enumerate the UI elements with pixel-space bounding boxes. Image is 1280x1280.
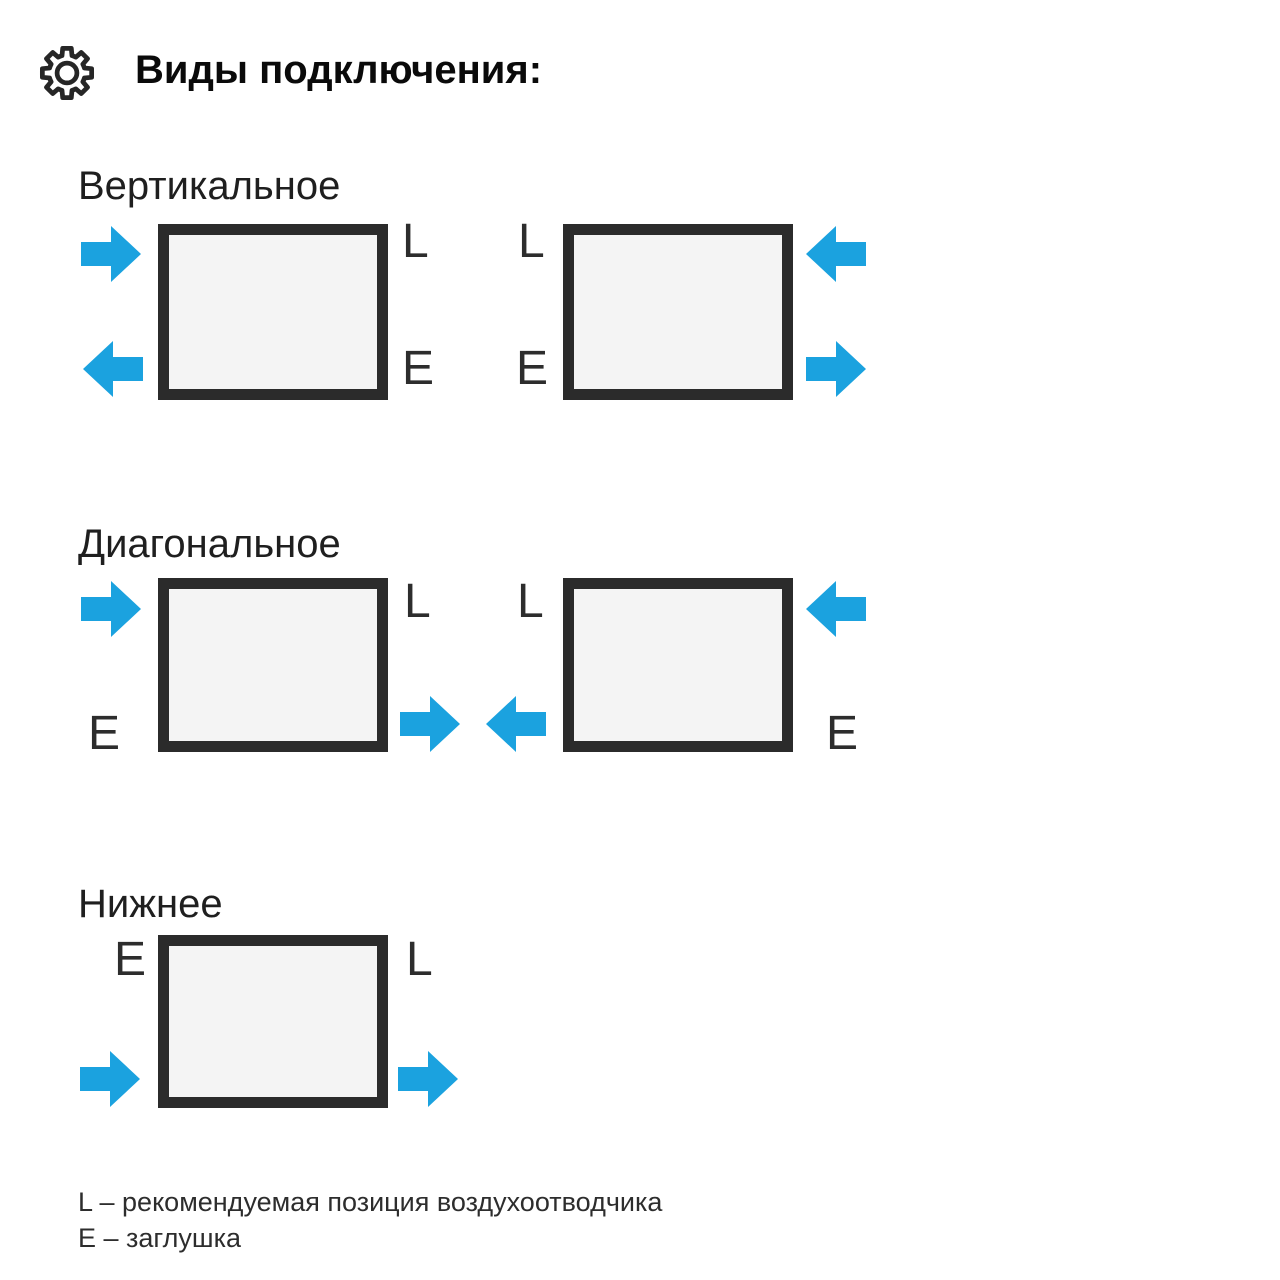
port-label-plug: E — [826, 707, 859, 760]
arrow-left-icon — [83, 341, 143, 397]
arrow-right-icon — [80, 1051, 140, 1107]
legend-air-vent: L – рекомендуемая позиция воздухоотводчика — [78, 1187, 663, 1217]
arrow-right-icon — [398, 1051, 458, 1107]
port-label-air-vent: L — [406, 933, 433, 986]
arrow-right-icon — [81, 226, 141, 282]
port-label-air-vent: L — [404, 575, 431, 628]
radiator-body — [563, 578, 793, 752]
radiator-body — [158, 935, 388, 1108]
section-heading-bottom: Нижнее — [78, 882, 223, 926]
port-label-plug: E — [516, 342, 549, 395]
legend-plug: E – заглушка — [78, 1223, 242, 1253]
arrow-right-icon — [806, 341, 866, 397]
port-label-air-vent: L — [402, 215, 429, 268]
port-label-air-vent: L — [518, 215, 545, 268]
page-title: Виды подключения: — [135, 48, 543, 92]
arrow-left-icon — [486, 696, 546, 752]
arrow-left-icon — [806, 581, 866, 637]
radiator-body — [158, 578, 388, 752]
gear-icon — [38, 45, 96, 101]
port-label-plug: E — [114, 933, 147, 986]
radiator-body — [158, 224, 388, 400]
port-label-plug: E — [88, 707, 121, 760]
arrow-left-icon — [806, 226, 866, 282]
arrow-right-icon — [81, 581, 141, 637]
section-heading-diagonal: Диагональное — [78, 522, 341, 566]
arrow-right-icon — [400, 696, 460, 752]
port-label-plug: E — [402, 342, 435, 395]
section-heading-vertical: Вертикальное — [78, 164, 341, 208]
port-label-air-vent: L — [517, 575, 544, 628]
radiator-body — [563, 224, 793, 400]
